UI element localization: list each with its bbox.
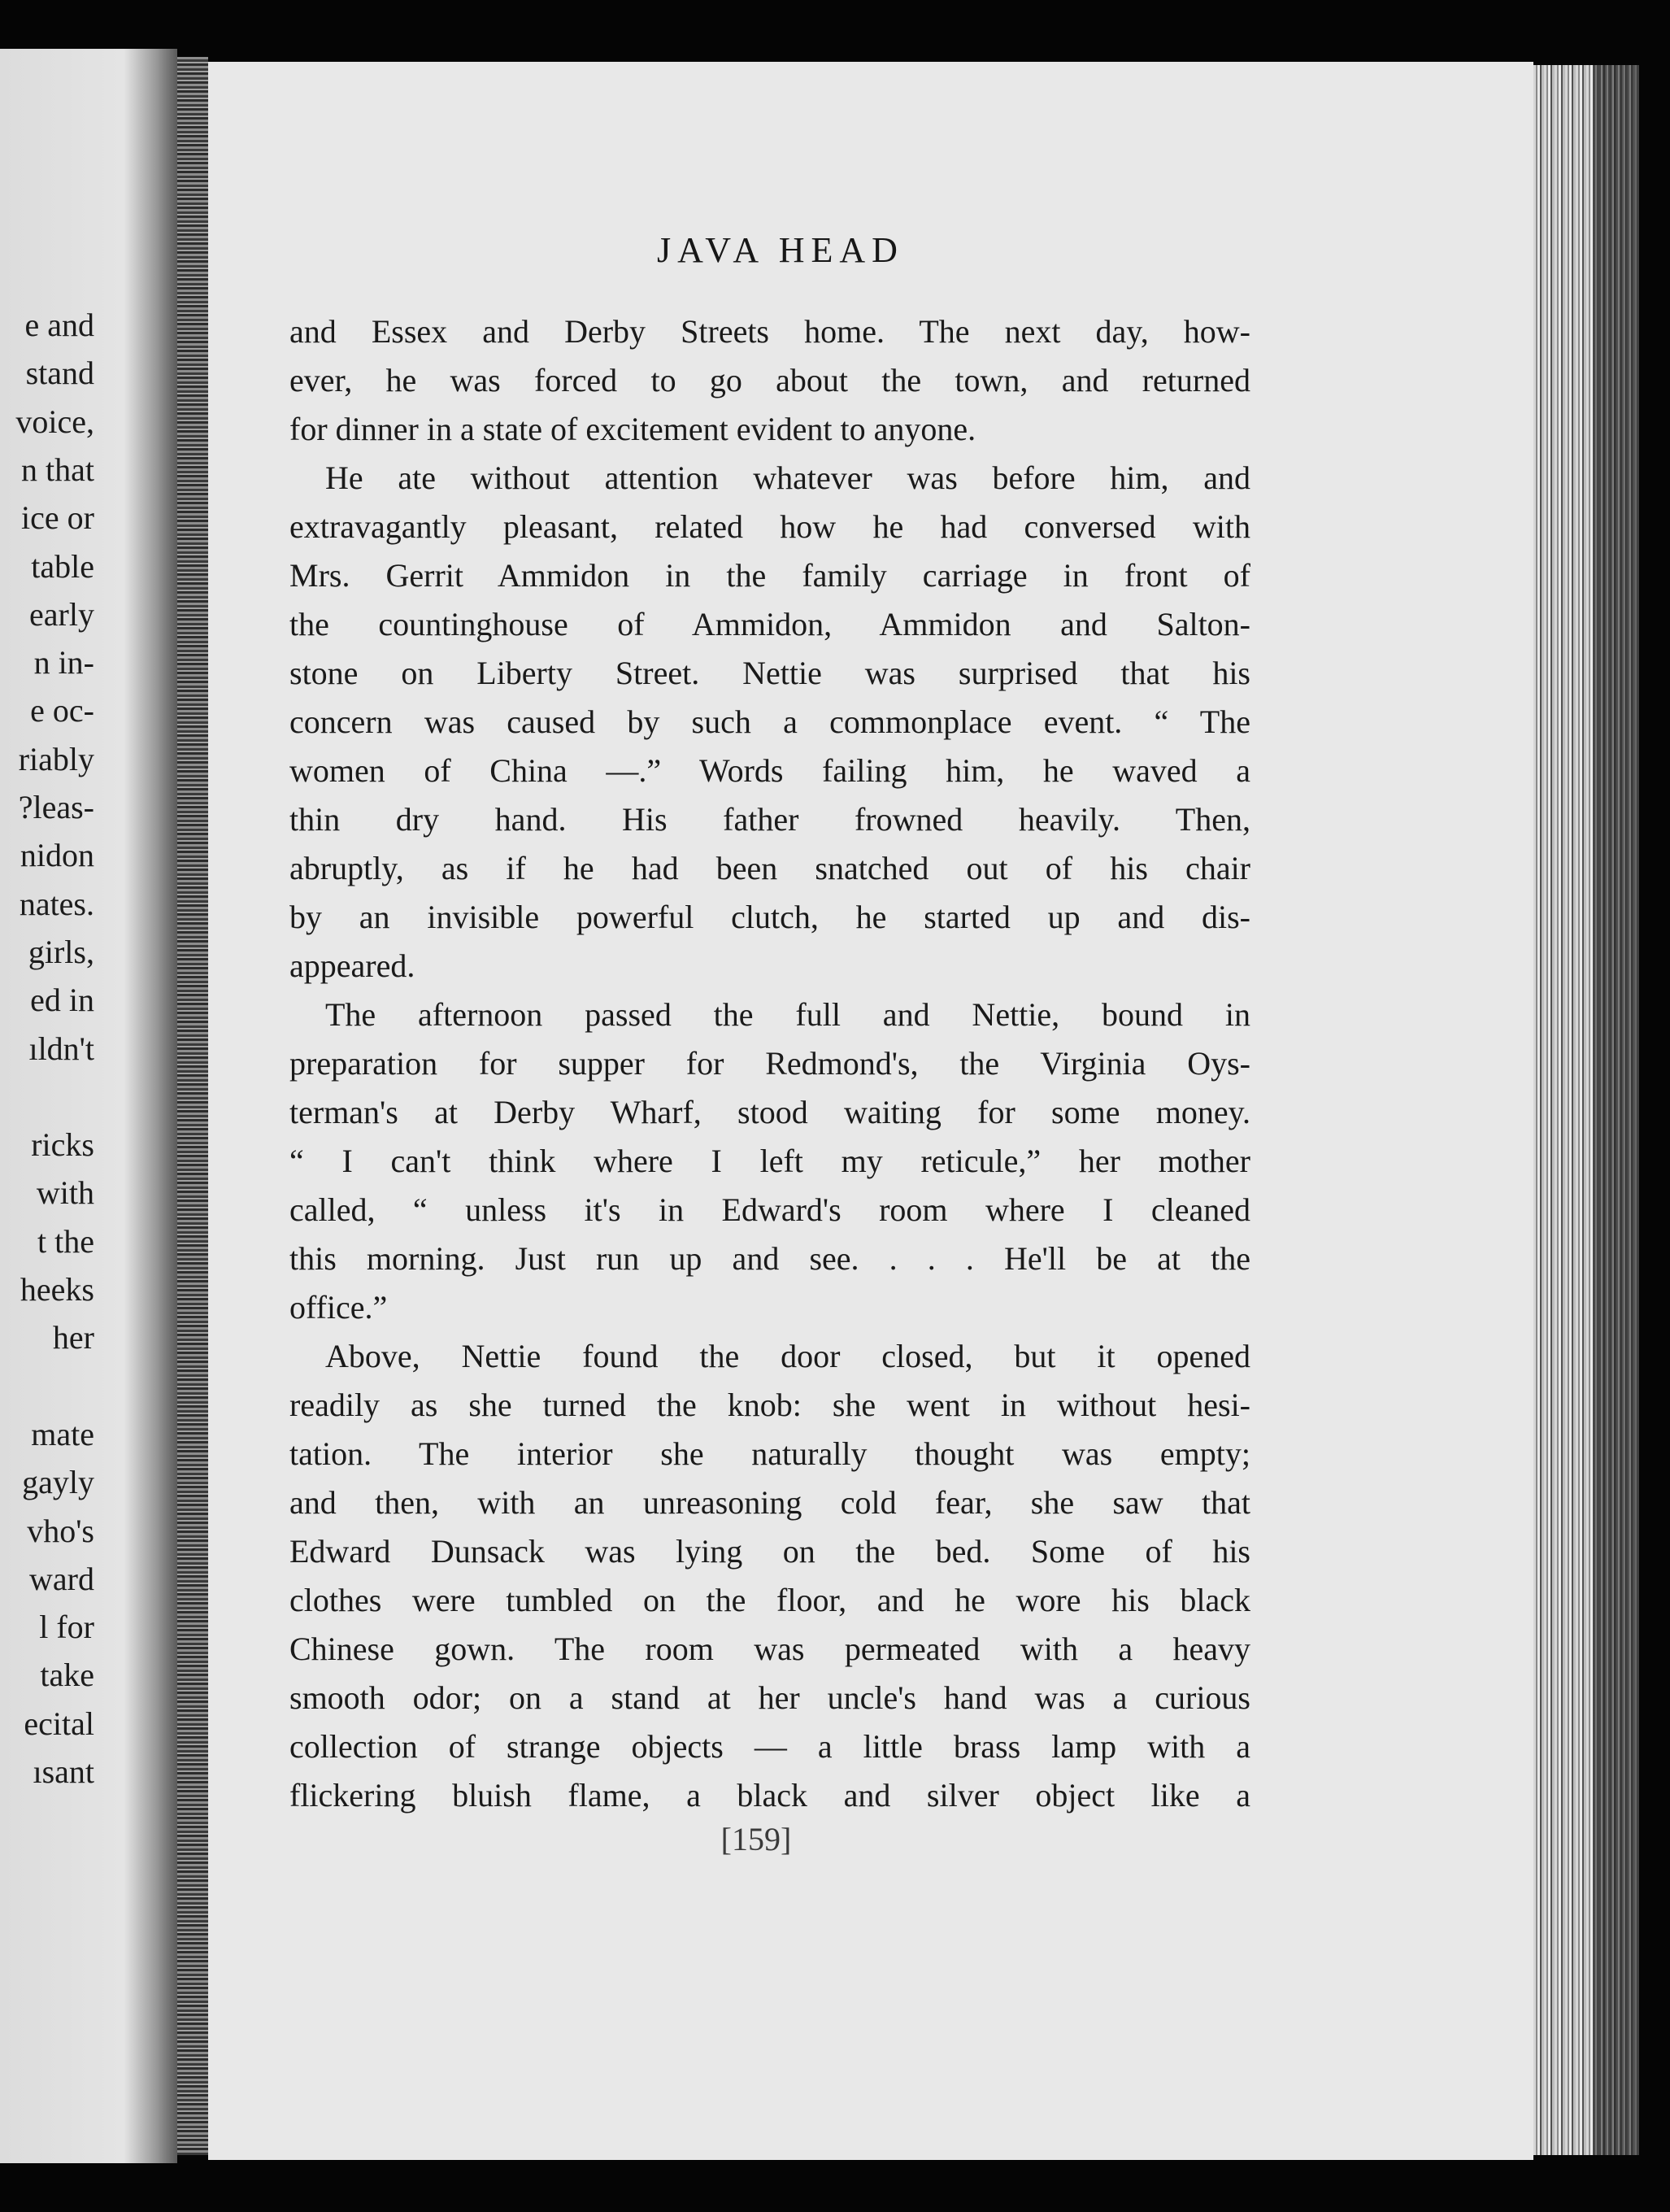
book-gutter (177, 57, 208, 2155)
paragraph (289, 307, 1250, 454)
facing-page-line: vho's (27, 1512, 94, 1549)
facing-page-line: l for (39, 1609, 94, 1646)
text-line: called, “ unless it's in Edward's room where I cleaned (289, 1191, 1250, 1228)
paragraph (289, 454, 1250, 991)
facing-page-line: her (52, 1319, 94, 1356)
facing-page-line: with (36, 1174, 94, 1212)
text-line: and Essex and Derby Streets home. The next day, how- (289, 313, 1250, 350)
text-line: this morning. Just run up and see. . . . He'll be at the (289, 1240, 1250, 1277)
facing-page-line: ecital (24, 1705, 94, 1742)
paragraph (289, 991, 1250, 1332)
facing-page-fragment (0, 49, 177, 2163)
text-line: Chinese gown. The room was permeated with a heavy (289, 1631, 1250, 1667)
text-line: concern was caused by such a commonplace event. “ The (289, 703, 1250, 740)
text-line: Above, Nettie found the door closed, but it opened (325, 1338, 1250, 1374)
text-line: “ I can't think where I left my reticule,” her mother (289, 1143, 1250, 1179)
facing-page-line: ricks (31, 1126, 94, 1164)
facing-page-line: mate (31, 1415, 94, 1452)
facing-page-line: girls, (28, 933, 94, 970)
text-line: tation. The interior she naturally thought was empty; (289, 1435, 1250, 1472)
text-line: flickering bluish flame, a black and silver object like a (289, 1777, 1250, 1814)
facing-page-line: heeks (20, 1271, 94, 1308)
page-number: [159] (720, 1821, 792, 1857)
text-line: extravagantly pleasant, related how he had conversed with (289, 508, 1250, 545)
running-head: JAVA HEAD (657, 230, 904, 270)
text-line: stone on Liberty Street. Nettie was surprised that his (289, 655, 1250, 691)
facing-page-line: early (29, 595, 94, 633)
facing-page-line: n in- (33, 644, 94, 681)
text-line: the countinghouse of Ammidon, Ammidon and Salton- (289, 606, 1250, 642)
facing-page-line: ed in (30, 982, 94, 1019)
facing-page-line: ısant (33, 1753, 94, 1790)
text-line: clothes were tumbled on the floor, and he wore his black (289, 1582, 1250, 1618)
text-line: collection of strange objects — a little brass lamp with a (289, 1728, 1250, 1765)
text-line: ever, he was forced to go about the town, and returned (289, 362, 1250, 398)
facing-page-line: stand (25, 355, 94, 392)
paragraph (289, 1332, 1250, 1820)
body-text (289, 307, 1250, 1820)
text-line: smooth odor; on a stand at her uncle's hand was a curious (289, 1679, 1250, 1716)
text-line: preparation for supper for Redmond's, the Virginia Oys- (289, 1045, 1250, 1082)
text-line: abruptly, as if he had been snatched out of his chair (289, 850, 1250, 886)
facing-page-line: ward (29, 1560, 94, 1597)
text-line: readily as she turned the knob: she went in without hesi- (289, 1387, 1250, 1423)
text-line: thin dry hand. His father frowned heavily. Then, (289, 801, 1250, 838)
facing-page-line: nidon (20, 837, 94, 874)
facing-page-line: n that (21, 451, 94, 488)
facing-page-line: ?leas- (18, 789, 94, 825)
text-line: women of China —.” Words failing him, he waved a (289, 752, 1250, 789)
facing-page-line: ice or (21, 499, 94, 537)
page-edges-shadow (1594, 65, 1639, 2155)
text-line: and then, with an unreasoning cold fear, she saw that (289, 1484, 1250, 1521)
facing-page-line: t the (37, 1222, 94, 1260)
facing-page-line: take (40, 1657, 94, 1694)
text-line: by an invisible powerful clutch, he started up and dis- (289, 899, 1250, 935)
facing-page-line: gayly (22, 1464, 94, 1501)
text-line: The afternoon passed the full and Nettie, bound in (325, 996, 1250, 1033)
text-line: terman's at Derby Wharf, stood waiting for some money. (289, 1094, 1250, 1130)
facing-page-line: e oc- (30, 692, 94, 729)
facing-page-line: nates. (19, 885, 94, 922)
text-line: appeared. (289, 947, 415, 984)
facing-page-line: riably (18, 740, 94, 777)
text-line: He ate without attention whatever was before him, and (325, 459, 1250, 496)
facing-page-line: voice, (15, 403, 94, 440)
text-line: Edward Dunsack was lying on the bed. Some of his (289, 1533, 1250, 1570)
facing-page-line: e and (24, 307, 94, 343)
text-line: office.” (289, 1289, 388, 1326)
text-line: Mrs. Gerrit Ammidon in the family carriage in front of (289, 557, 1250, 594)
facing-page-line: ıldn't (28, 1030, 94, 1067)
text-line: for dinner in a state of excitement evident to anyone. (289, 411, 976, 447)
facing-page-line: table (31, 547, 94, 585)
